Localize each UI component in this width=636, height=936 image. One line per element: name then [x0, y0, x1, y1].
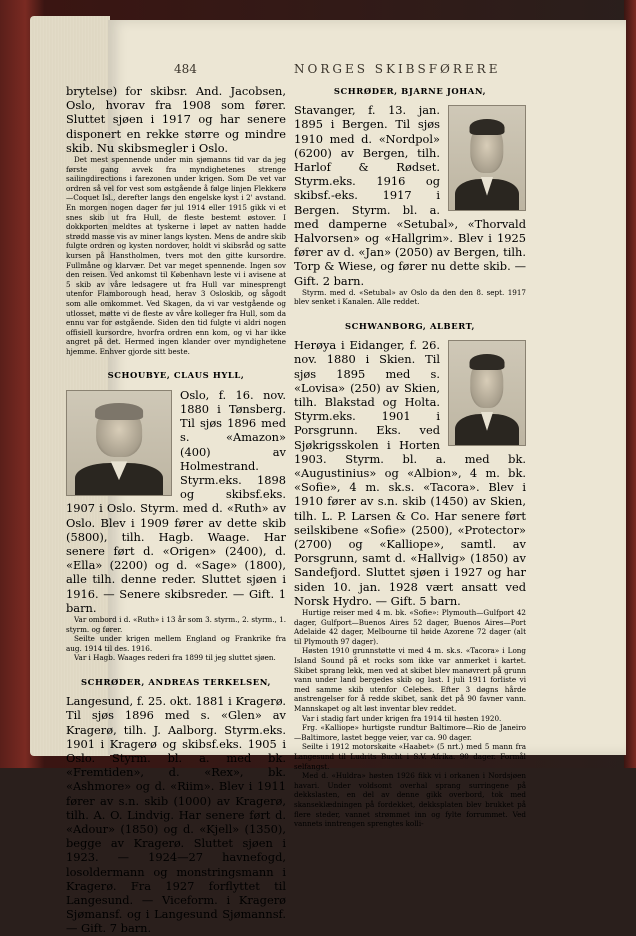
- entry-text-schwanborg: Herøya i Eidanger, f. 26. nov. 1880 i Skien. Til sjøs 1895 med s. «Lovisa» (250) av Skien, tilh. Blakstad og Holta. Styrm.eks. 1901 i Porsgrunn. Eks. ved Sjøkrigsskolen i Horten 1903. Styrm. bl. a. med bk. «Augustinius» og «Albion», 4 m. bk. «Sofie», 4 m. sk.s. «Tacora». Blev i 1910 fører av s.n. skib (1450) av Skien, tilh. L. P. Larsen & Co. Har senere ført seilskibene «Sofie» (2500), «Protector» (2700) og «Kalliope», samtl. av Porsgrunn, samt d. «Hallvig» (1850) av Sandefjord. Sluttet sjøen i 1927 og har siden 10. jan. 1928 vært ansatt ved Norsk Hydro. — Gift. 5 barn.: [294, 338, 526, 608]
- entry-text-schroder-andreas: Langesund, f. 25. okt. 1881 i Kragerø. Til sjøs 1896 med s. «Glen» av Kragerø, tilh. J. Aalborg. Styrm.eks. 1901 i Kragerø og skibsf.eks. 1905 i Oslo. Styrm. bl. a. med bk. «Fremtiden», d. «Rex», bk. «Ashmore» og d. «Riim». Blev i 1911 fører av s.n. skib (1000) av Kragerø, tilh. A. O. Lindvig. Har senere ført d. «Adour» (1850) og d. «Kjell» (1350), begge av Kragerø. Sluttet sjøen i 1923. — 1924—27 havnefogd, losoldermann og monstringsmann i Kragerø. Fra 1927 forflyttet til Langesund. — Viceform. i Kragerø Sjømansf. og i Langesund Sjømannsf. — Gift. 7 barn.: [66, 694, 286, 936]
- running-header: [174, 62, 612, 80]
- entry-heading-schroder-andreas: SCHRØDER, ANDREAS TERKELSEN,: [81, 676, 271, 687]
- page-number: 484: [174, 62, 197, 76]
- entry-note-schwanborg-3: Var i stadig fart under krigen fra 1914 til høsten 1920.: [302, 713, 502, 723]
- entry-heading-schroder-bjarne: SCHRØDER, BJARNE JOHAN,: [333, 86, 487, 96]
- portrait-photo-schroder-bjarne: [448, 105, 526, 211]
- intro-anecdote: Det mest spennende under min sjømanns tid var da jeg første gang avvek fra myndighetenes strenge sailingdirections i farezonen under krigen. Som De vet var ordren så vel for vest som østgående å følge linjen Flekkerø—Coquet Isl., derefter langs den engelske kyst i 2' avstand. En morgen nogen dager før jul 1914 eller 1915 gikk vi et snes skib ut fra Hull, de fleste bestemt østover. I dokkporten meldtes at tyskerne i løpet av natten hadde strødd masse vis av miner langs kysten. Mens de andre skib fulgte ordren og kysten nordover, holdt vi skibsråd og satte kursen på Hanstholmen, tvers mot den gitte kursordre. Fullmåne og klarvær. Det var meget spennende. Ingen sov den reisen. Ved ankomst til København leste vi i avisene at 5 skib av våre ledsagere ut fra Hull var minesprengt utenfor Flamborough head, herav 3 Osloskib, og sågodt som alle omkommet. Ved Skagen, da vi var vestgående og utlosset, møtte vi de fleste av våre kolleger fra Hull, som da ennu var for østgående. Siden den tid fulgte vi aldri nogen offisiell kursordre, hvorfra ordren enn kom, og vi har ikke angret på det. Hermed ingen klander over myndighetene hjemme. Enhver gjorde sitt beste.: [66, 155, 286, 356]
- entry-heading-schwanborg: SCHWANBORG, ALBERT,: [344, 321, 476, 332]
- entry-note-schoubye-2: Seilte under krigen mellem England og Frankrike fra aug. 1914 til des. 1916.: [66, 634, 286, 653]
- entry-note-schoubye-1: Var ombord i d. «Ruth» i 13 år som 3. styrm., 2. styrm., 1. styrm. og fører.: [66, 614, 286, 634]
- entry-note-schwanborg-4: Frg. «Kalliope» hurtigste rundtur Baltimore—Rio de Janeiro—Baltimore, lastet begge veier, var ca. 90 dager.: [294, 723, 526, 742]
- entry-note-schoubye-3: Var i Hagb. Waages rederi fra 1899 til jeg sluttet sjøen.: [74, 653, 276, 663]
- entry-note-schroder-bjarne: Styrm. med d. «Setubal» av Oslo da den den 8. sept. 1917 blev senket i Kanalen. Alle reddet.: [294, 287, 526, 307]
- entry-text-schoubye: Oslo, f. 16. nov. 1880 i Tønsberg. Til sjøs 1896 med s. «Amazon» (400) av Holmestrand. Styrm.eks. 1898 og skibsf.eks. 1907 i Oslo. Styrm. med d. «Ruth» av Oslo. Blev i 1909 fører av dette skib (5800), tilh. Hagb. Waage. Har senere ført d. «Origen» (2400), d. «Ella» (2200) og d. «Sage» (1800), alle tilh. denne reder. Sluttet sjøen i 1916. — Senere skibsreder. — Gift. 1 barn.: [66, 387, 286, 615]
- entry-note-schwanborg-1: Hurtige reiser med 4 m. bk. «Sofie»: Plymouth—Gulfport 42 dager, Gulfport—Buenos Aires 52 dager, Buenos Aires—Port Adelaide 42 dager, Melbourne til høide Azorene 72 dager (alt til Plymouth 97 dager).: [294, 608, 526, 646]
- left-column: [66, 84, 286, 936]
- entry-heading-schoubye: SCHOUBYE, CLAUS HYLL,: [107, 370, 245, 381]
- portrait-photo-schwanborg: [448, 340, 526, 446]
- portrait-photo-schoubye: [66, 390, 172, 496]
- entry-note-schwanborg-5: Seilte i 1912 motorskøite «Haabet» (5 nrt.) med 5 mann fra Langesund til Ludrits Bucht i S.V. Afrika. 90 dager. Formål selfangst.: [294, 742, 526, 771]
- entry-text-schroder-bjarne: Stavanger, f. 13. jan. 1895 i Bergen. Til sjøs 1910 med d. «Nordpol» (6200) av Bergen, tilh. Harlof & Rødset. Styrm.eks. 1916 og skibsf.-eks. 1917 i Bergen. Styrm. bl. a. med damperne «Setubal», «Thorvald Halvorsen» og «Hallgrim». Blev i 1925 fører av d. «Jan» (2050) av Bergen, tilh. Torp & Wiese, og fører nu dette skib. — Gift. 2 barn.: [294, 103, 526, 288]
- running-title: NORGES SKIBSFØRERE: [294, 62, 501, 76]
- right-column: [286, 84, 526, 829]
- entry-note-schwanborg-2: Høsten 1910 grunnstøtte vi med 4 m. sk.s. «Tacora» i Long Island Sound på et rocks som ikke var anmerket i kartet. Skibet sprang lekk, men ved at skibet blev manøvrert på grunn vann under land bergedes skib og last. I juli 1911 forliste vi med samme skib utenfor Celebes. Efter 3 døgns hårde anstrengelser for å redde skibet, sank det på 90 favner vann. Mannskapet og alt løst inventar blev reddet.: [294, 646, 526, 714]
- intro-text: brytelse) for skibsr. And. Jacobsen, Oslo, hvorav fra 1908 som fører. Sluttet sjøen i 1917 og har senere disponert en rekke større og mindre skib. Nu skibsmegler i Oslo.: [66, 84, 286, 155]
- entry-note-schwanborg-6: Med d. «Huldra» høsten 1926 fikk vi i orkanen i Nordsjøen havari. Under voldsomt overhal sprang surringene på dekkslasten, en del av denne gikk overbord, tok med skanseklædningen på fordekket, dekksplaten blev brukket på flere steder, vannet strømmet inn og fylte forrummet. Ved vannets inntrengen sprengtes kolli-: [294, 771, 526, 829]
